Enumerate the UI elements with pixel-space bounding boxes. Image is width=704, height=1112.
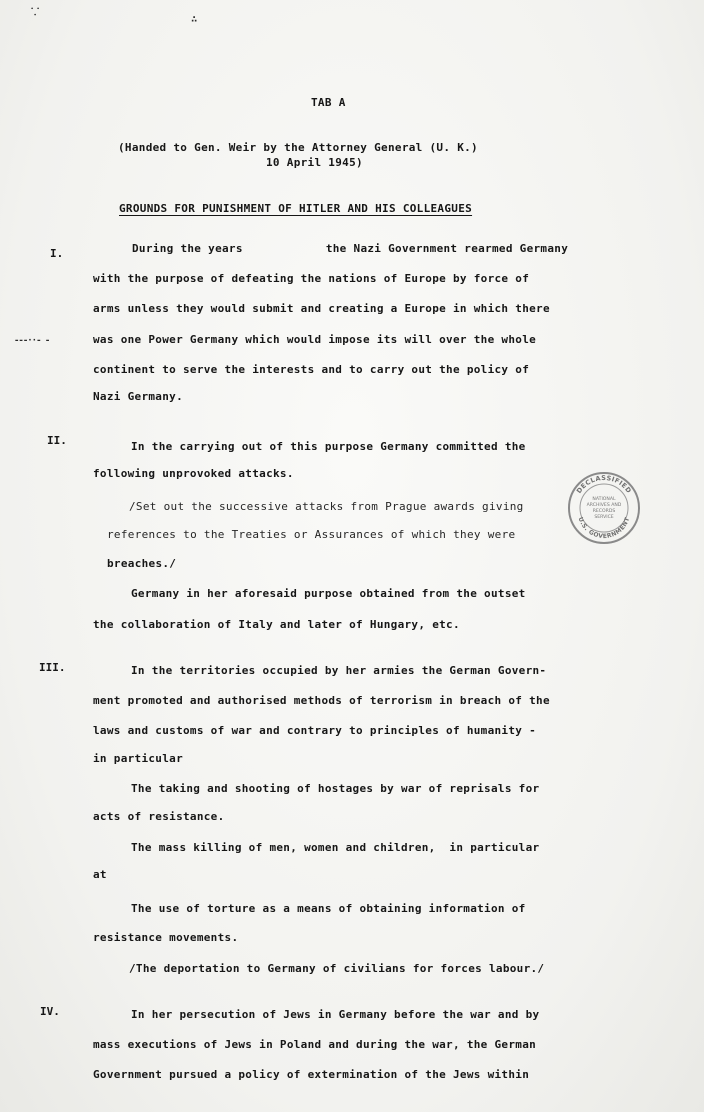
paragraph-line: In the carrying out of this purpose Germany committed the (131, 440, 526, 453)
handed-line-2: 10 April 1945) (266, 156, 363, 169)
stamp-inner-line: ARCHIVES AND (586, 503, 622, 508)
paragraph-line: The use of torture as a means of obtaining information of (131, 902, 526, 915)
section-numeral: II. (47, 434, 67, 447)
paragraph-line: During the years the Nazi Government rearmed Germany (132, 242, 569, 255)
section-numeral: IV. (40, 1005, 60, 1018)
paragraph-line: In her persecution of Jews in Germany before the war and by (131, 1008, 540, 1021)
paragraph-line: laws and customs of war and contrary to principles of humanity - (93, 724, 537, 737)
paragraph-line: was one Power Germany which would impose its will over the whole (93, 333, 537, 346)
stray-mark: ∴ (191, 14, 198, 25)
paragraph-line: In the territories occupied by her armies the German Govern- (131, 664, 547, 677)
paragraph-line: continent to serve the interests and to carry out the policy of (93, 363, 530, 376)
stamp-inner-line: RECORDS (592, 509, 616, 514)
paragraph-line: with the purpose of defeating the nations of Europe by force of (93, 272, 530, 285)
paragraph-line: resistance movements. (93, 931, 239, 944)
tab-label: TAB A (311, 96, 346, 109)
handed-line-1: (Handed to Gen. Weir by the Attorney General (U. K.) (118, 141, 478, 154)
stamp-bottom-text: U.S. GOVERNMENT (576, 516, 632, 541)
paragraph-line: at (93, 868, 107, 881)
paragraph-line: Government pursued a policy of extermination of the Jews within (93, 1068, 530, 1081)
paragraph-line: Germany in her aforesaid purpose obtained from the outset (131, 587, 526, 600)
paragraph-line: mass executions of Jews in Poland and during the war, the German (93, 1038, 537, 1051)
section-numeral: I. (50, 247, 64, 260)
paragraph-line: in particular (93, 752, 183, 765)
paragraph-line: The mass killing of men, women and children, in particular (131, 841, 540, 854)
margin-mark: ---··- - (14, 336, 50, 346)
paragraph-line: arms unless they would submit and creating a Europe in which there (93, 302, 550, 315)
paragraph-line: The taking and shooting of hostages by war of reprisals for (131, 782, 540, 795)
stray-mark: ⸪ (31, 7, 40, 18)
paragraph-line: following unprovoked attacks. (93, 467, 294, 480)
declassification-stamp (566, 470, 642, 546)
bracketed-note-line: references to the Treaties or Assurances of which they were (107, 528, 516, 541)
bracketed-note-line: breaches./ (107, 557, 177, 570)
stamp-outer-text: DECLASSIFIED (574, 473, 634, 495)
bracketed-note-line: /Set out the successive attacks from Prague awards giving (129, 500, 524, 513)
paragraph-line: acts of resistance. (93, 810, 225, 823)
paragraph-line: ment promoted and authorised methods of terrorism in breach of the (93, 694, 550, 707)
paragraph-line: the collaboration of Italy and later of Hungary, etc. (93, 618, 460, 631)
section-numeral: III. (39, 661, 66, 674)
paragraph-line: Nazi Germany. (93, 390, 183, 403)
stamp-inner-line: SERVICE (594, 515, 614, 520)
stamp-inner-line: NATIONAL (592, 497, 616, 502)
document-heading: GROUNDS FOR PUNISHMENT OF HITLER AND HIS COLLEAGUES (119, 202, 473, 215)
bracketed-note-line: /The deportation to Germany of civilians for forces labour./ (129, 962, 545, 975)
